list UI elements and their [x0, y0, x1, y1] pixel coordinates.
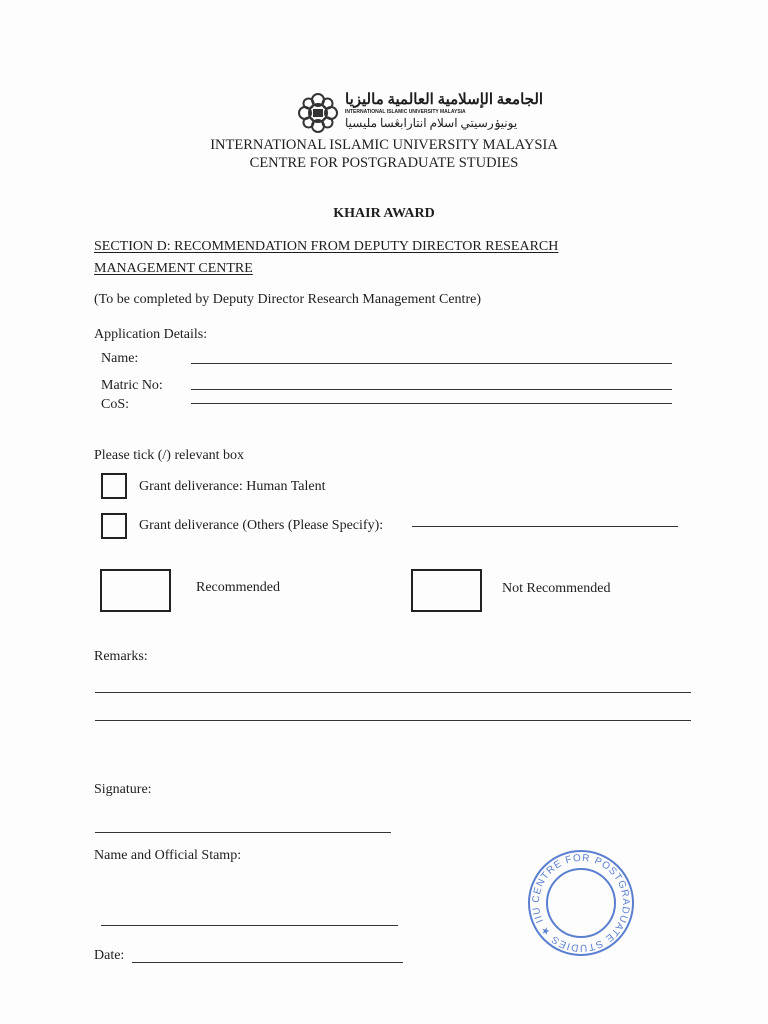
university-name: INTERNATIONAL ISLAMIC UNIVERSITY MALAYSIA: [210, 137, 558, 153]
name-field-line[interactable]: [191, 363, 672, 364]
cos-field-line[interactable]: [191, 403, 672, 404]
matric-label: Matric No:: [101, 378, 163, 393]
tick-instruction: Please tick (/) relevant box: [94, 448, 245, 463]
official-stamp: [526, 848, 636, 958]
application-details-label: Application Details:: [94, 327, 208, 342]
human-talent-label: Grant deliverance: Human Talent: [139, 479, 326, 494]
signature-label: Signature:: [94, 782, 152, 797]
name-stamp-line[interactable]: [101, 925, 398, 926]
others-label: Grant deliverance (Others (Please Specify):: [139, 518, 384, 533]
others-checkbox[interactable]: [101, 513, 127, 539]
cos-label: CoS:: [101, 397, 130, 412]
date-line[interactable]: [132, 962, 403, 963]
logo-jawi-text: يونيۏرسيتي اسلام انتارابڠسا مليسيا: [345, 116, 518, 130]
svg-text:CENTRE FOR POSTGRADUATE STUDIE: CENTRE FOR POSTGRADUATE STUDIES ★ IIU: [530, 852, 632, 954]
iium-emblem-icon: [295, 90, 341, 136]
name-stamp-label: Name and Official Stamp:: [94, 848, 242, 863]
university-logo: [295, 90, 544, 136]
human-talent-checkbox[interactable]: [101, 473, 127, 499]
not-recommended-checkbox[interactable]: [411, 569, 482, 612]
centre-name: CENTRE FOR POSTGRADUATE STUDIES: [249, 155, 519, 171]
section-heading-line1: SECTION D: RECOMMENDATION FROM DEPUTY DIRECTOR RESEARCH: [94, 239, 559, 254]
logo-english-text: INTERNATIONAL ISLAMIC UNIVERSITY MALAYSIA: [345, 109, 466, 115]
remarks-line-2[interactable]: [95, 720, 691, 721]
date-label: Date:: [94, 948, 125, 963]
others-specify-line[interactable]: [412, 526, 678, 527]
logo-arabic-text: الجامعة الإسلامية العالمية ماليزيا: [345, 92, 544, 108]
name-label: Name:: [101, 351, 139, 366]
section-heading-line2: MANAGEMENT CENTRE: [94, 261, 253, 276]
recommended-label: Recommended: [196, 580, 280, 595]
matric-field-line[interactable]: [191, 389, 672, 390]
stamp-seal-icon: [526, 848, 636, 958]
form-title: KHAIR AWARD: [333, 206, 435, 221]
recommended-checkbox[interactable]: [100, 569, 171, 612]
instruction-text: (To be completed by Deputy Director Research Management Centre): [94, 292, 481, 307]
signature-line[interactable]: [95, 832, 391, 833]
remarks-line-1[interactable]: [95, 692, 691, 693]
not-recommended-label: Not Recommended: [502, 581, 611, 596]
remarks-label: Remarks:: [94, 649, 148, 664]
